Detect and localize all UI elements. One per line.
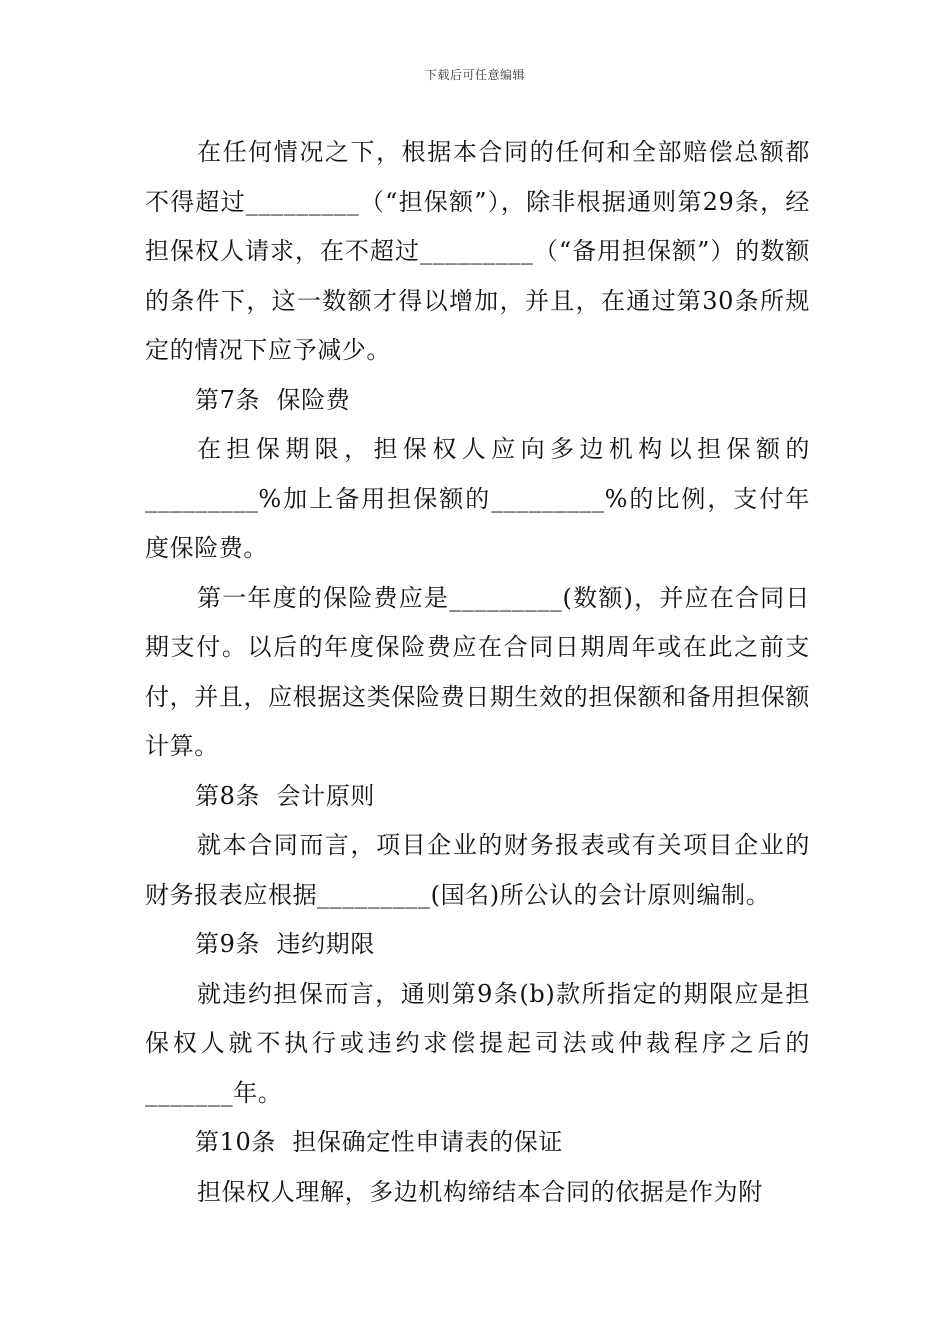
paragraph-first-year-premium: 第一年度的保险费应是_________(数额)，并应在合同日期支付。以后的年度保险费应在合同日期周年或在此之前支付，并且，应根据这类保险费日期生效的担保额和备用担保额计算。 bbox=[145, 583, 810, 760]
heading-article-10: 第10条 担保确定性申请表的保证 bbox=[195, 1128, 563, 1156]
document-body bbox=[145, 128, 810, 1217]
heading-article-9: 第9条 违约期限 bbox=[195, 930, 375, 958]
paragraph-premium-rate: 在担保期限，担保权人应向多边机构以担保额的_________%加上备用担保额的_________%的比例，支付年度保险费。 bbox=[145, 435, 810, 562]
heading-article-8: 第8条 会计原则 bbox=[195, 781, 375, 810]
paragraph-accounting-principles: 就本合同而言，项目企业的财务报表或有关项目企业的财务报表应根据_________(国名)所公认的会计原则编制。 bbox=[145, 831, 810, 909]
paragraph-total-compensation: 在任何情况之下，根据本合同的任何和全部赔偿总额都不得超过_________（“担保额”），除非根据通则第29条，经担保权人请求，在不超过_________（“备用担保额”）的数额的条件下，这一数额才得以增加，并且，在通过第30条所规定的情况下应予减少。 bbox=[145, 138, 810, 364]
page-header: 下载后可任意编辑 bbox=[424, 68, 525, 82]
paragraph-default-period: 就违约担保而言，通则第9条(b)款所指定的期限应是担保权人就不执行或违约求偿提起司法或仲裁程序之后的_______年。 bbox=[145, 979, 810, 1107]
paragraph-application-warranty: 担保权人理解，多边机构缔结本合同的依据是作为附 bbox=[197, 1177, 763, 1206]
heading-article-7: 第7条 保险费 bbox=[195, 385, 351, 414]
